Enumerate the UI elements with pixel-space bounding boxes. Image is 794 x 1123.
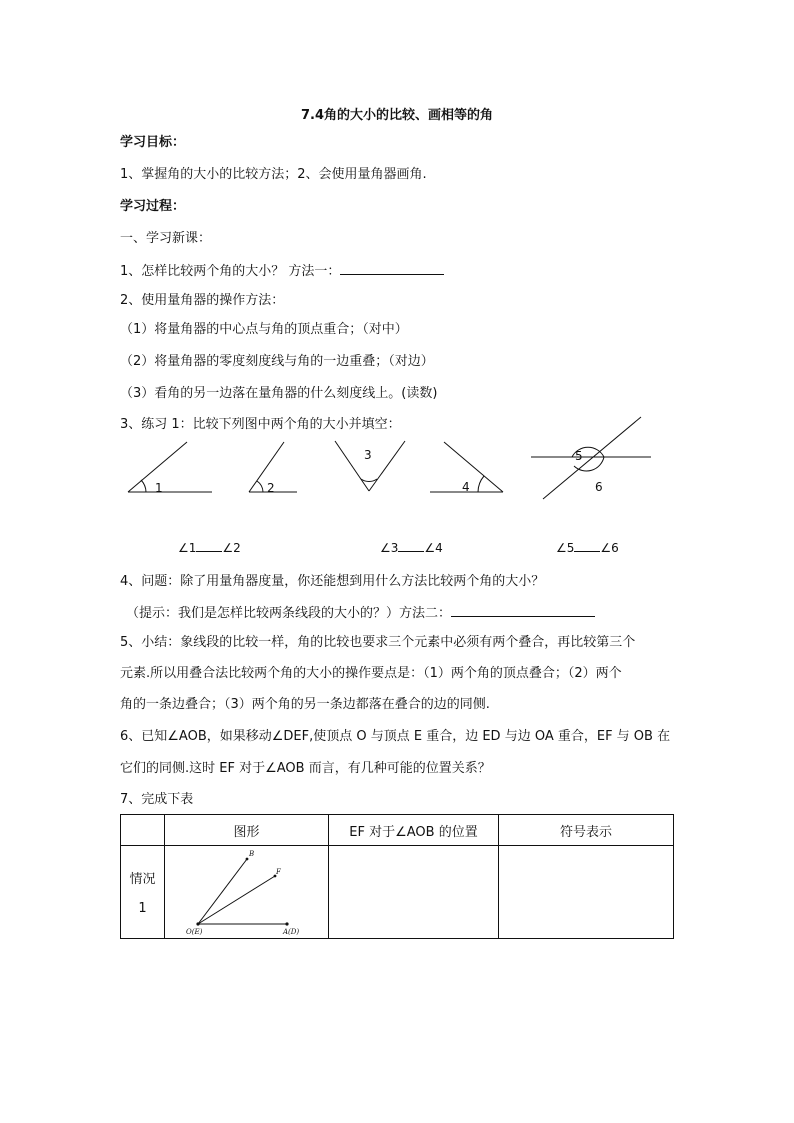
compare-1-2 [178, 541, 241, 555]
position-cell[interactable] [329, 846, 499, 939]
angle-label-3: 3 [364, 448, 372, 462]
case-label-cell [121, 846, 165, 939]
goal-text: 1、掌握角的大小的比较方法；2、会使用量角器画角. [120, 167, 427, 182]
hint-line [126, 604, 595, 622]
process-heading: 学习过程： [120, 199, 186, 214]
case-number: 1 [138, 901, 147, 916]
question-2: 2、使用量角器的操作方法： [120, 293, 285, 308]
angle-1-figure [128, 442, 212, 492]
hint-text: （提示：我们是怎样比较两条线段的大小的？）方法二： [126, 606, 452, 621]
step-3: （3）看角的另一边落在量角器的什么刻度线上。(读数) [120, 386, 438, 401]
completion-table [120, 814, 674, 939]
point-b-label: B [249, 850, 255, 858]
angle-label-4: 4 [462, 480, 470, 494]
step-2: （2）将量角器的零度刻度线与角的一边重叠；（对边） [120, 354, 434, 369]
symbol-cell[interactable] [499, 846, 674, 939]
compare-3-4 [380, 541, 443, 555]
table-header-symbol: 符号表示 [499, 815, 674, 846]
answer-blank-2[interactable] [451, 604, 595, 617]
angle-figures [0, 0, 794, 540]
case-1-figure [165, 846, 329, 938]
compare-blank-3-4[interactable] [398, 541, 424, 552]
compare-left-5: ∠5 [556, 541, 575, 555]
table-header-figure: 图形 [165, 815, 329, 846]
table-row [121, 846, 674, 939]
point-ad-label: A(D) [283, 928, 300, 936]
angle-label-2: 2 [267, 481, 275, 495]
summary-line-1: 5、小结：象线段的比较一样，角的比较也要求三个元素中必须有两个叠合，再比较第三个 [120, 635, 636, 650]
angle-label-1: 1 [155, 481, 163, 495]
goal-heading: 学习目标： [120, 135, 186, 150]
summary-line-3: 角的一条边叠合；（3）两个角的另一条边都落在叠合的边的同侧. [120, 697, 490, 712]
compare-5-6 [556, 541, 619, 555]
angle-label-5: 5 [575, 449, 583, 463]
angle-5-6-figure [531, 417, 651, 499]
compare-right-6: ∠6 [600, 541, 619, 555]
question-3: 3、练习 1：比较下列图中两个角的大小并填空： [120, 417, 401, 432]
table-header-row [121, 815, 674, 846]
point-f-label: F [276, 868, 281, 876]
compare-blank-1-2[interactable] [196, 541, 222, 552]
step-1: （1）将量角器的中心点与角的顶点重合；（对中） [120, 322, 408, 337]
angle-label-6: 6 [595, 480, 603, 494]
point-oe-label: O(E) [186, 928, 203, 936]
question-4: 4、问题：除了用量角器度量，你还能想到用什么方法比较两个角的大小？ [120, 574, 545, 589]
summary-line-2: 元素.所以用叠合法比较两个角的大小的操作要点是：（1）两个角的顶点叠合；（2）两个 [120, 666, 622, 681]
compare-blank-5-6[interactable] [574, 541, 600, 552]
table-header-empty [121, 815, 165, 846]
compare-right-2: ∠2 [222, 541, 241, 555]
compare-left-1: ∠1 [178, 541, 197, 555]
question-6-line-1: 6、已知∠AOB，如果移动∠DEF,使顶点 O 与顶点 E 重合，边 ED 与边 OA 重合，EF 与 OB 在 [120, 729, 671, 744]
compare-right-4: ∠4 [424, 541, 443, 555]
table-header-position: EF 对于∠AOB 的位置 [329, 815, 499, 846]
case-label: 情况 [129, 872, 156, 887]
question-6-line-2: 它们的同侧.这时 EF 对于∠AOB 而言，有几种可能的位置关系？ [120, 761, 491, 776]
compare-left-3: ∠3 [380, 541, 399, 555]
question-7: 7、完成下表 [120, 792, 194, 807]
page-title: 7.4角的大小的比较、画相等的角 [300, 108, 494, 123]
section-one: 一、学习新课： [120, 231, 212, 246]
figure-cell [165, 846, 329, 939]
question-1-text: 1、怎样比较两个角的大小？ 方法一： [120, 264, 341, 279]
